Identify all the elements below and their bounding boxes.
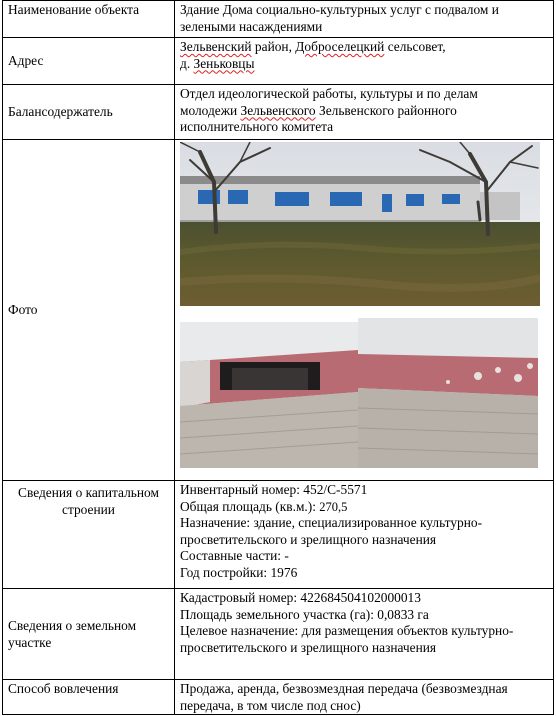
address-line-2	[180, 56, 548, 73]
row-involvement-method	[3, 680, 554, 715]
row-balance-holder	[3, 85, 554, 140]
spell-word: Зеньковцы	[193, 55, 255, 71]
interior-photo-hall	[358, 318, 538, 468]
photo-area	[175, 140, 553, 478]
row-address	[3, 38, 554, 85]
value-building-info	[175, 481, 554, 589]
value-address	[175, 38, 554, 85]
object-info-table	[2, 0, 554, 715]
label-land-info: Сведения о земельном участке	[3, 589, 175, 680]
spell-word: Зельвенский	[180, 39, 252, 54]
row-land-info	[3, 589, 554, 680]
value-object-name: Здание Дома социально-культурных услуг с подвалом и зелеными насаждениями	[175, 1, 554, 38]
interior-photo-stage-image	[180, 322, 358, 468]
exterior-photo-image	[180, 142, 540, 306]
building-area-label: Общая площадь (кв.м.):	[180, 498, 320, 514]
value-balance-holder	[175, 85, 554, 140]
label-object-name: Наименование объекта	[3, 1, 175, 38]
spell-word: Доброселецкий	[295, 39, 385, 54]
holder-line-3: исполнительного комитета	[180, 119, 334, 134]
address-text: д.	[180, 55, 194, 71]
building-purpose: Назначение: здание, специализированное культурно-просветительского и зрелищного назначения	[180, 515, 483, 547]
address-line-1	[180, 39, 548, 56]
value-involvement-method: Продажа, аренда, безвозмездная передача (безвозмездная передача, в том числе под снос)	[175, 680, 554, 715]
building-area-value: 270,5	[319, 499, 348, 514]
holder-line-1: Отдел идеологической работы, культуры и по делам	[180, 86, 478, 101]
document-page	[2, 0, 553, 716]
row-object-name	[3, 1, 554, 38]
exterior-photo	[180, 142, 540, 306]
row-photo	[3, 140, 554, 481]
building-year: Год постройки: 1976	[180, 564, 298, 580]
label-involvement-method: Способ вовлечения	[3, 680, 175, 715]
spell-word: Зельвенского	[240, 102, 316, 118]
land-cadastral: Кадастровый номер: 422684504102000013	[180, 590, 421, 605]
holder-line-2	[180, 103, 548, 120]
label-balance-holder: Балансодержатель	[3, 85, 175, 140]
value-land-info	[175, 589, 554, 680]
label-photo: Фото	[3, 140, 175, 481]
photo-cell	[175, 140, 554, 481]
land-area: Площадь земельного участка (га): 0,0833 га	[180, 606, 429, 622]
interior-photo-hall-image	[358, 318, 538, 468]
building-inventory: Инвентарный номер: 452/С-5571	[180, 482, 368, 497]
label-address: Адрес	[3, 38, 175, 85]
address-text: сельсовет,	[384, 39, 446, 54]
holder-text: Зельвенского районного	[315, 102, 457, 118]
building-parts: Составные части: -	[180, 548, 289, 563]
building-area	[180, 499, 548, 516]
row-building-info	[3, 481, 554, 589]
holder-text: молодежи	[180, 102, 241, 118]
land-purpose: Целевое назначение: для размещения объектов культурно-просветительского и зрелищного назначения	[180, 623, 514, 655]
interior-photo-stage	[180, 322, 358, 468]
address-text: район,	[251, 39, 296, 54]
label-building-info: Сведения о капитальном строении	[3, 481, 175, 589]
